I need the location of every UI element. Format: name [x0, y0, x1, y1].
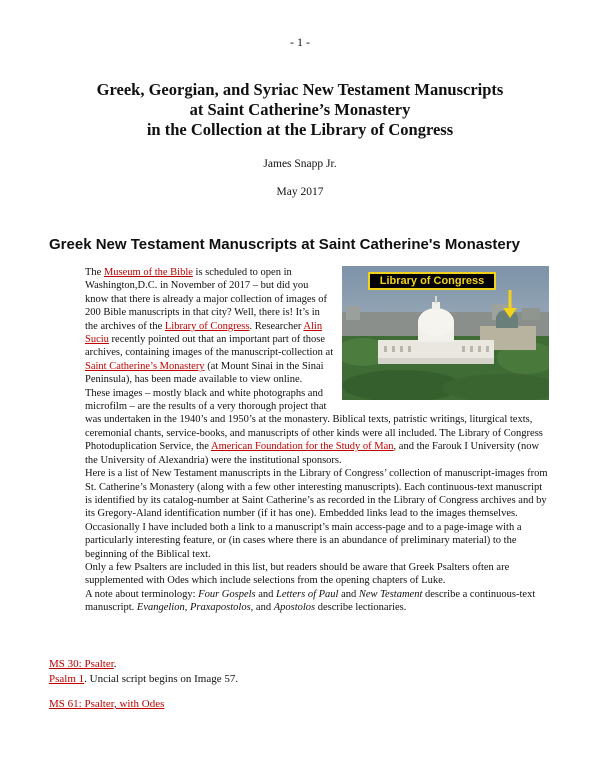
saint-catherines-monastery-link[interactable]: Saint Catherine’s Monastery	[85, 360, 205, 372]
capitol-photo	[342, 266, 549, 400]
ms-list-item: Psalm 1. Uncial script begins on Image 57.	[49, 673, 239, 685]
title-line-1: Greek, Georgian, and Syriac New Testament Manuscripts	[96, 80, 504, 99]
alin-suciu-link[interactable]: Alin Suciu	[85, 320, 323, 346]
section-heading: Greek New Testament Manuscripts at Saint Catherine's Monastery	[49, 236, 520, 253]
paragraph-4: Only a few Psalters are included in this list, but readers should be aware that Greek Psalters often are supplemented with Odes which include selections from the opening chapters of Luke.	[85, 561, 510, 587]
article-body	[49, 266, 549, 615]
psalm-1-link[interactable]: Psalm 1	[49, 673, 85, 685]
title-line-3: in the Collection at the Library of Congress	[146, 120, 454, 139]
ms-list-item	[49, 698, 549, 710]
museum-of-the-bible-link[interactable]: Museum of the Bible	[103, 267, 193, 278]
paragraph-3: Here is a list of New Testament manuscripts in the Library of Congress’ collection of manuscript-images from St. Catherine’s Monastery (along with a few other interesting manuscripts). Each continuous-text manuscript is identified by its catalog-number at Saint Catherine’s as recorded in the Library of Congress archives and by its Gregory-Aland identification number (if it has one). Embedded links lead to the images themselves. Occasionally I have included both a link to a manuscript’s main access-page and to a page-image with a particularly interesting feature, or (in cases where there is an abundance of preliminary material) to the beginning of the Biblical text.	[85, 468, 548, 560]
publication-date: May 2017	[276, 186, 324, 198]
paragraph-5: A note about terminology: Four Gospels and Letters of Paul and New Testament describe a continuous-text manuscript. Evangelion, Praxapostolos, and Apostolos describe lectionaries.	[85, 588, 536, 614]
american-foundation-link[interactable]: American Foundation for the Study of Man	[210, 441, 394, 453]
title-line-2: at Saint Catherine’s Monastery	[189, 100, 411, 119]
library-label-box	[368, 272, 496, 290]
paragraph-1: The Museum of the Bible is scheduled to open in Washington,D.C. in November of 2017 – but did you know that there is already a major collection of images of 200 Bible manuscripts in that city? Well, there is! It’s in the archives of the Library of Congress. Researcher Alin Suciu recently pointed out that an important part of those archives, containing images of the manuscript-collection at Saint Catherine’s Monastery (at Mount Sinai in the Sinai Peninsula), has been made available to view online.	[85, 267, 334, 386]
author: James Snapp Jr.	[263, 158, 337, 170]
page-number: - 1 -	[290, 35, 310, 49]
ms-30-link[interactable]: MS 30: Psalter	[49, 658, 114, 670]
library-label: Library of Congress	[379, 275, 485, 287]
paragraph-2: These images – mostly black and white photographs and microfilm – are the results of a very thorough project that was undertaken in the 1940’s and 1950’s at the monastery. Biblical texts, patristic writings, liturgical texts, ceremonial chants, service-books, and manuscripts of other kinds were all included. The Library of Congress Photoduplication Service, the American Foundation for the Study of Man, and the Farouk I University (now the University of Alexandria) were the institutional sponsors.	[85, 387, 543, 466]
ms-list-item: MS 30: Psalter.	[49, 658, 117, 670]
document-title	[40, 80, 560, 140]
ms-61-link[interactable]: MS 61: Psalter, with Odes	[49, 698, 165, 710]
library-of-congress-link[interactable]: Library of Congress	[164, 320, 250, 332]
